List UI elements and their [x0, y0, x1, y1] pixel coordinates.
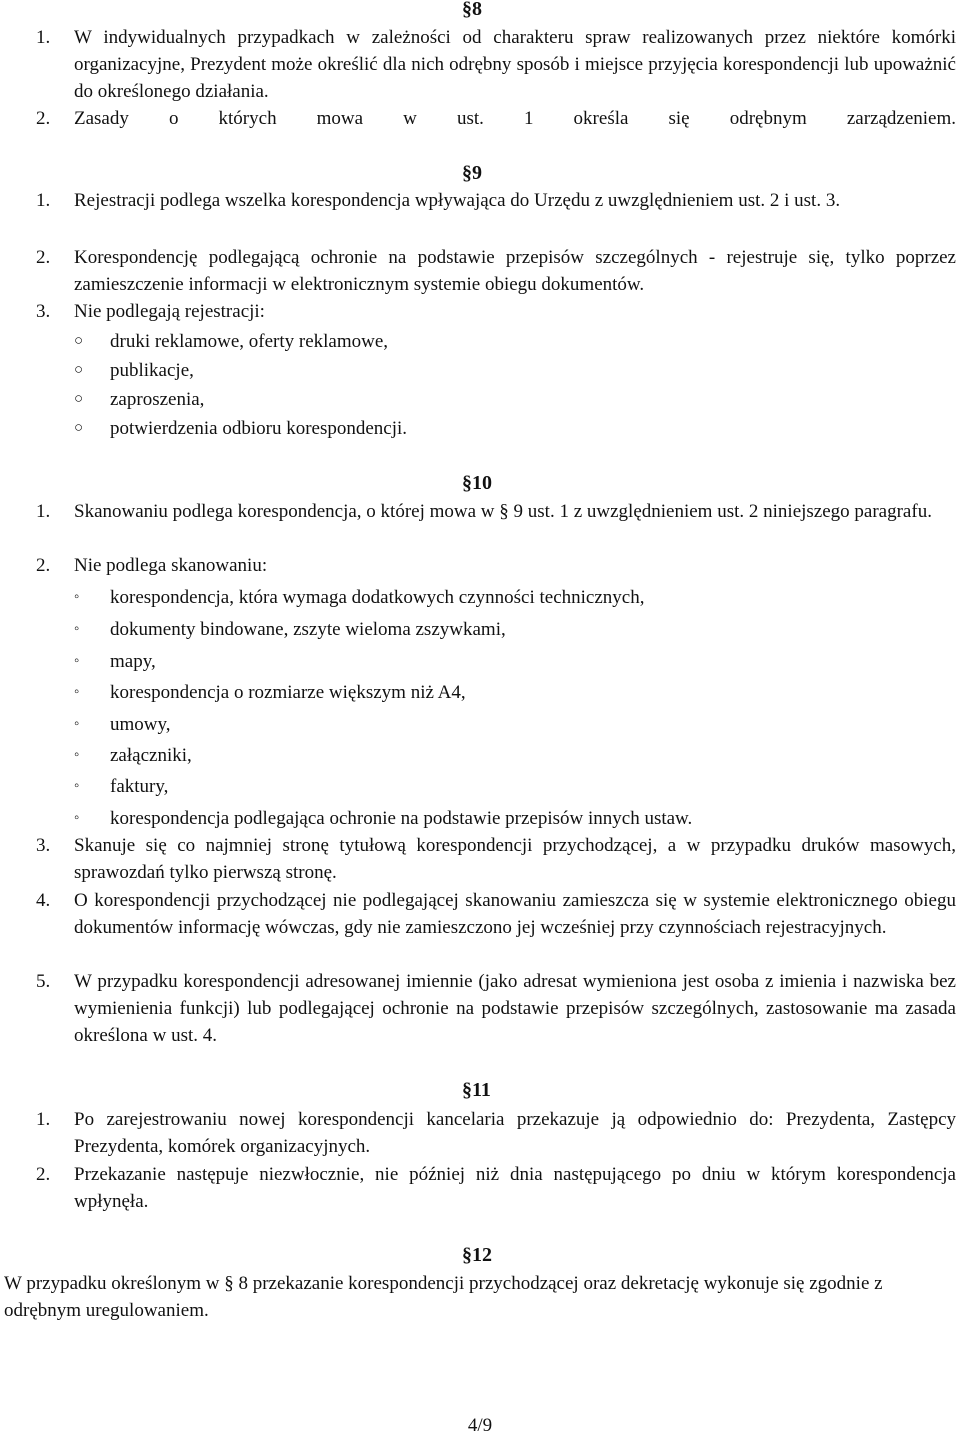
circle-bullet-icon: ○ [74, 391, 84, 407]
page-number: 4/9 [467, 1415, 493, 1436]
circle-bullet-icon: ○ [74, 333, 84, 349]
paragraph-10-3: 3. Skanuje się co najmniej stronę tytułową korespondencji przychodzącej, a w przypadku druków masowych, sprawozdań tylko pierwszą stronę. [36, 835, 956, 883]
section-heading-11: §11 [462, 1079, 491, 1101]
bullet-icon: ◦ [74, 589, 80, 605]
paragraph-11-2: 2. Przekazanie następuje niezwłocznie, nie później niż dnia następującego po dniu w którym korespondencja wpłynęła. [36, 1164, 956, 1212]
paragraph-9-1: 1. Rejestracji podlega wszelka korespondencja wpływająca do Urzędu z uwzględnieniem ust. 2 i ust. 3. [36, 190, 841, 211]
bullet-icon: ◦ [74, 716, 80, 732]
section-heading-10: §10 [462, 472, 492, 494]
bullet-icon: ◦ [74, 653, 80, 669]
paragraph-9-2: 2. Korespondencję podlegającą ochronie na podstawie przepisów szczególnych - rejestruje się, tylko poprzez zamieszczenie informacji w elektronicznym systemie obiegu dokumentów. [36, 247, 956, 295]
paragraph-10-2: 2. Nie podlega skanowaniu: [36, 555, 268, 576]
bullet-icon: ◦ [74, 747, 80, 763]
paragraph-8-1: 1. W indywidualnych przypadkach w zależności od charakteru spraw realizowanych przez niektóre komórki organizacyjne, Prezydent może określić dla nich odrębny sposób i miejsce przyjęcia korespondencji lub upoważnić do określonego działania. [36, 27, 956, 102]
circle-bullet-icon: ○ [74, 420, 84, 436]
paragraph-10-1: 1. Skanowaniu podlega korespondencja, o której mowa w § 9 ust. 1 z uwzględnieniem ust. 2 niniejszego paragrafu. [36, 501, 932, 522]
paragraph-12: W przypadku określonym w § 8 przekazanie korespondencji przychodzącej oraz dekretację wykonuje się zgodnie z odrębnym uregulowaniem. [4, 1273, 883, 1321]
paragraph-9-3: 3. Nie podlegają rejestracji: [36, 301, 265, 322]
paragraph-10-5: 5. W przypadku korespondencji adresowanej imiennie (jako adresat wymieniona jest osoba z imienia i nazwiska bez wymienienia funkcji) lub podlegającej ochronie na podstawie przepisów szczególnych, zastosowanie ma zasada określona w ust. 4. [36, 971, 956, 1046]
bullet-icon: ◦ [74, 684, 80, 700]
section-heading-9: §9 [462, 162, 482, 184]
bullet-icon: ◦ [74, 621, 80, 637]
paragraph-11-1: 1. Po zarejestrowaniu nowej korespondencji kancelaria przekazuje ją odpowiednio do: Prezydenta, Zastępcy Prezydenta, komórek organizacyjnych. [36, 1109, 956, 1157]
section-heading-8: §8 [462, 0, 482, 20]
paragraph-8-2: 2. Zasady o których mowa w ust. 1 określa się odrębnym zarządzeniem. [36, 108, 956, 129]
circle-bullet-icon: ○ [74, 362, 84, 378]
document-page: §8 1. W indywidualnych przypadkach w zależności od charakteru spraw realizowanych przez niektóre komórki organizacyjne, Prezydent może określić dla nich odrębny sposób i miejsce przyjęcia korespondencji lub upoważnić do określonego działania. 2. Zasady o których mowa w ust. 1 określa się odrębnym zarządzeniem. §9 1. Rejestracji podlega wszelka korespondencja wpływająca do Urzędu z uwzględnieniem ust. 2 i ust. 3. 2. Korespondencję podlegającą ochronie na podstawie przepisów szczególnych - rejestruje się, tylko poprzez zamieszczenie informacji w elektronicznym systemie obiegu dokumentów. 3. Nie podlegają rejestracji: ○ druki reklamowe, oferty reklamowe, ○ publikacje, ○ zaproszenia, ○ potwierdzenia odbioru korespondencji. §10 1. Skanowaniu podlega korespondencja, o której mowa w § 9 ust. 1 z uwzględnieniem ust. 2 niniejszego paragrafu. 2. Nie podlega skanowaniu: ◦ korespondencja, która wymaga dodatkowych czynności technicznych, ◦ dokumenty bindowane, zszyte wieloma zszywkami, ◦ mapy, ◦ korespondencja o rozmiarze większym niż A4, ◦ umowy, ◦ załączniki, ◦ faktury, ◦ korespondencja podlegająca ochronie na podstawie przepisów innych ustaw. 3. Skanuje się co najmniej stronę tytułową korespondencji przychodzącej, a w przypadku druków masowych, sprawozdań tylko pierwszą stronę. 4. O korespondencji przychodzącej nie podlegającej skanowaniu zamieszcza się w systemie elektronicznego obiegu dokumentów informację wówczas, gdy nie zamieszczono jej wcześniej przy czynnościach rejestracyjnych. 5. W przypadku korespondencji adresowanej imiennie (jako adresat wymieniona jest osoba z imienia i nazwiska bez wymienienia funkcji) lub podlegającej ochronie na podstawie przepisów szczególnych, zastosowanie ma zasada określona w ust. 4. §11 1. Po zarejestrowaniu nowej korespondencji kancelaria przekazuje ją odpowiednio do: Prezydenta, Zastępcy Prezydenta, komórek organizacyjnych. 2. Przekazanie następuje niezwłocznie, nie później niż dnia następującego po dniu w którym korespondencja wpłynęła. §12 W przypadku określonym w § 8 przekazanie korespondencji przychodzącej oraz dekretację wykonuje się zgodnie z odrębnym uregulowaniem. 4/9 [0, 0, 960, 1436]
paragraph-10-4: 4. O korespondencji przychodzącej nie podlegającej skanowaniu zamieszcza się w systemie elektronicznego obiegu dokumentów informację wówczas, gdy nie zamieszczono jej wcześniej przy czynnościach rejestracyjnych. [36, 890, 956, 938]
bullet-icon: ◦ [74, 810, 80, 826]
bullet-icon: ◦ [74, 778, 80, 794]
section-heading-12: §12 [462, 1244, 492, 1266]
